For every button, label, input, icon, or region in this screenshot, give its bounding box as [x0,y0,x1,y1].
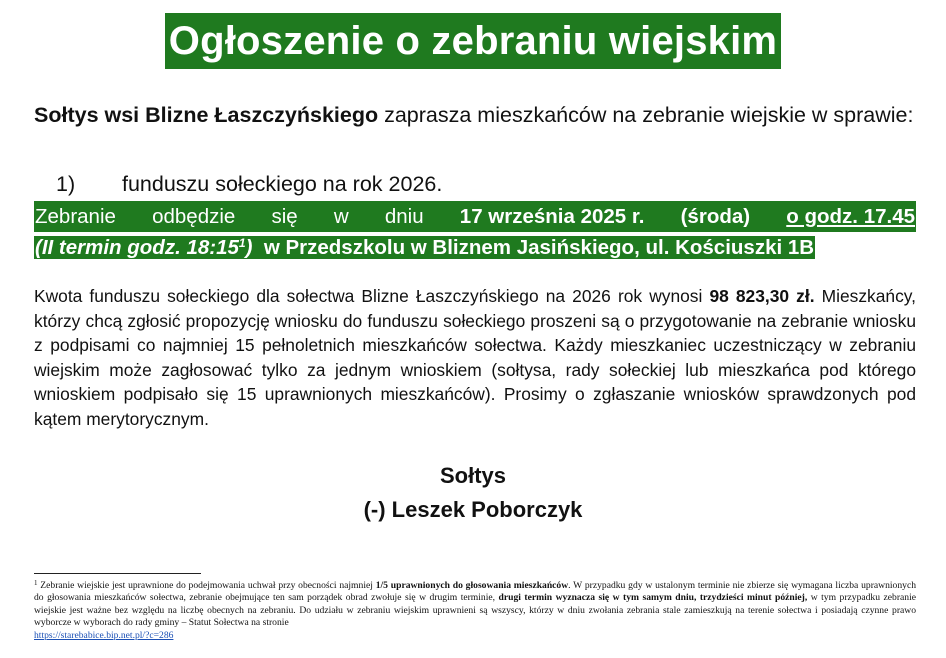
intro-paragraph [34,100,916,131]
footnote-divider [34,573,201,574]
footnote-bold: drugi termin wyznacza się w tym samym dniu, trzydzieści minut później, [498,592,808,604]
body-text-a: Kwota funduszu sołeckiego dla sołectwa Blizne Łaszczyńskiego na 2026 rok wynosi [34,286,710,306]
meeting-weekday: (środa) [680,205,751,228]
meeting-line-1 [34,201,916,232]
meeting-info [34,201,916,263]
body-text-b: Mieszkańcy, którzy chcą zgłosić propozycję wniosku do funduszu sołeckiego proszeni są o przygotowanie na zebranie wniosku z podpisami co najmniej 15 pełnoletnich mieszkańców sołectwa. Każdy mieszkaniec uczestniczący w zebraniu wiejskim może zagłosować tylko za jednym wnioskiem (sołtysa, rady sołeckiej lub mieszkańca pod którego wnioskiem podpisało się 15 uprawnionych mieszkańców). Prosimy o zgłaszanie wniosków sprawdzonych pod kątem merytorycznym. [34,286,917,429]
footnote-mark: 1 [34,579,38,587]
meeting-date: 17 września 2025 r. [459,205,645,228]
footnote-text: w tym przypadku zebranie wiejskie jest ważne bez względu na liczbę obecnych na zebraniu. Do udziału w zebraniu wiejskim uprawnieni są wszyscy, którzy w dniu zwołania zebrania stale zamieszkują na terenie sołectwa i posiadają czynne prawo wyborcze w wyborach do rady gminy – Statut Sołectwa na stronie [34,592,916,629]
meeting-word: odbędzie [152,205,236,228]
meeting-place: w Przedszkolu w Bliznem Jasińskiego, ul. Kościuszki 1B [263,236,815,259]
intro-bold: Sołtys wsi Blizne Łaszczyńskiego [34,103,379,127]
agenda-item [56,169,442,199]
footnote-text: Zebranie wiejskie jest uprawnione do podejmowania uchwał przy obecności najmniej [37,580,376,591]
footnote-ref: 1 [238,236,246,250]
agenda-number: 1) [56,172,76,196]
statute-link[interactable]: https://starebabice.bip.net.pl/?c=286 [34,629,174,641]
footnote [34,580,916,642]
signature-name: (-) Leszek Poborczyk [363,497,583,522]
meeting-word: się [271,205,298,228]
meeting-line-2 [34,232,916,263]
meeting-time: o godz. 17.45 [786,205,915,228]
signature-role: Sołtys [439,463,507,488]
fund-amount: 98 823,30 zł. [709,286,815,306]
intro-rest: zaprasza mieszkańców na zebranie wiejskie w sprawie: [378,103,914,127]
second-term [35,236,252,259]
footnote-bold: 1/5 uprawnionych do głosowania mieszkańców [375,580,569,591]
second-term-text: (II termin godz. 18:15 [35,236,239,259]
title-wrap [0,13,946,69]
signature-block [0,459,946,527]
meeting-word: w [333,205,349,228]
second-term-close: ) [245,236,253,259]
meeting-word: dniu [384,205,424,228]
page-title: Ogłoszenie o zebraniu wiejskim [165,13,781,69]
footnote-text: . W przypadku gdy w ustalonym terminie nie zbierze się wymagana liczba uprawnionych do głosowania mieszkańców sołectwa, zebranie obejmujące ten sam porządek obrad zwołuje się w drugim terminie, [34,580,917,604]
body-paragraph [34,284,916,431]
meeting-word: Zebranie [35,205,116,228]
agenda-text: funduszu sołeckiego na rok 2026. [122,172,443,196]
